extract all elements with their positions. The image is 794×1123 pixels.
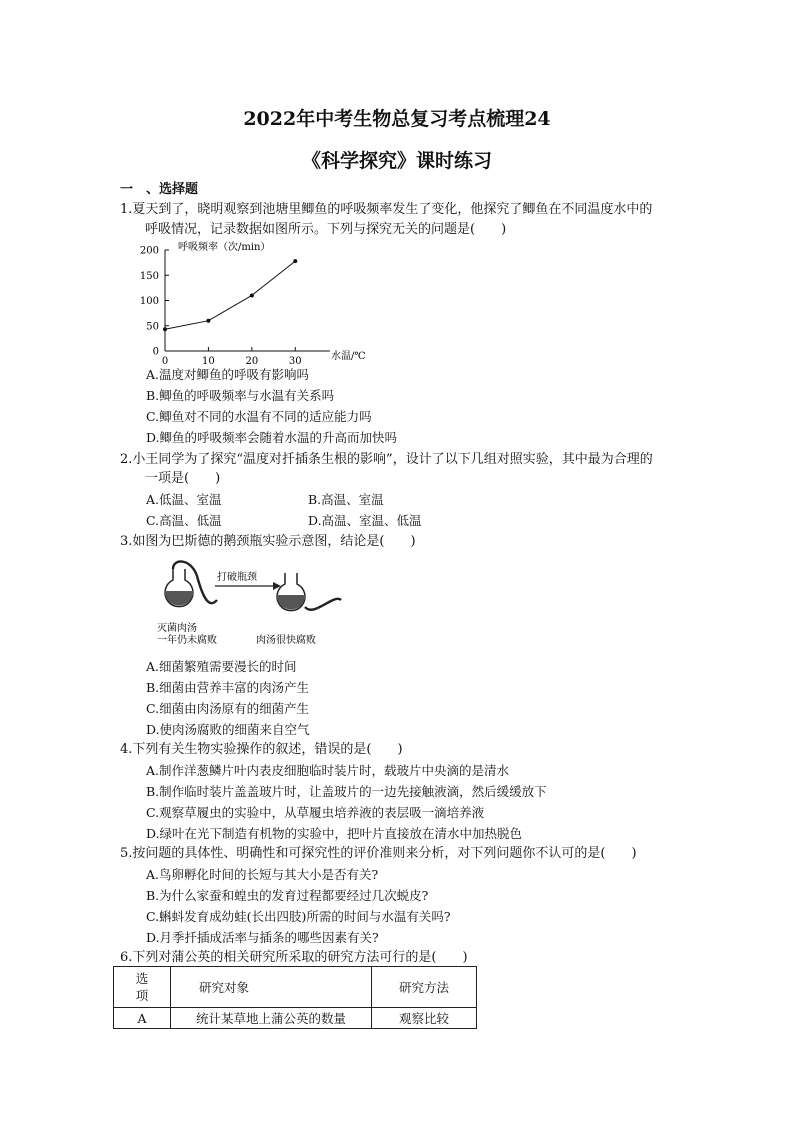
chart-ylabel: 呼吸频率（次/min）: [178, 242, 271, 253]
page-title: 2022年中考生物总复习考点梳理24: [243, 108, 551, 130]
question-stem-line: 一项是( ): [145, 471, 221, 486]
broken-neck: [305, 599, 341, 610]
arrow-label: 打破瓶颈: [217, 572, 257, 583]
chart-data-point: [206, 319, 210, 323]
option-c: C.蝌蚪发育成幼蛙(长出四肢)所需的时间与水温有关吗?: [146, 909, 451, 924]
option-d: D.使肉汤腐败的细菌来自空气: [146, 722, 310, 737]
option-b: B.鲫鱼的呼吸频率与水温有关系吗: [146, 388, 335, 403]
swan-neck-flask-figure: [155, 554, 360, 654]
row-object: 统计某草地上蒲公英的数量: [171, 1008, 372, 1029]
option-d: D.绿叶在光下制造有机物的实验中，把叶片直接放在清水中加热脱色: [146, 826, 523, 841]
option-c: C.观察草履虫的实验中，从草履虫培养液的表层吸一滴培养液: [146, 805, 485, 820]
row-option: A: [114, 1008, 171, 1029]
table-header-row: [114, 967, 477, 1008]
option-b: B.制作临时装片盖盖玻片时，让盖玻片的一边先接触液滴，然后缓缓放下: [146, 784, 547, 799]
chart-xtick-label: 10: [202, 356, 215, 367]
option-c: C.细菌由肉汤原有的细菌产生: [146, 701, 310, 716]
question-stem-line: 6.下列对蒲公英的相关研究所采取的研究方法可行的是( ): [120, 950, 468, 965]
chart-data-point: [293, 259, 297, 263]
option-a: A.制作洋葱鳞片叶内表皮细胞临时装片时，载玻片中央滴的是清水: [146, 763, 510, 778]
chart-xtick-label: 30: [288, 356, 302, 367]
section-heading: 一 、选择题: [120, 182, 199, 197]
option-b: B.为什么家蚕和蝗虫的发育过程都要经过几次蜕皮?: [146, 888, 429, 903]
respiration-chart: [140, 238, 380, 368]
option-b: B.高温、室温: [308, 492, 384, 507]
chart-ytick-label: 200: [140, 245, 159, 257]
chart-ytick-label: 150: [140, 270, 159, 282]
left-caption-line2: 一年仍未腐败: [157, 635, 217, 646]
chart-ytick-label: 100: [140, 296, 159, 307]
option-b: B.细菌由营养丰富的肉汤产生: [146, 680, 310, 695]
header-option-line2: 项: [135, 988, 149, 1003]
chart-ytick-label: 50: [146, 321, 159, 333]
table-row: [114, 1008, 477, 1029]
chart-data-point: [163, 327, 167, 331]
chart-xtick-label: 20: [245, 356, 259, 367]
option-d: D.月季扦插成活率与插条的哪些因素有关?: [146, 930, 379, 945]
header-option: [114, 967, 171, 1008]
page-subtitle: 《科学探究》课时练习: [301, 150, 492, 172]
question-stem-line: 5.按问题的具体性、明确性和可探究性的评价准则来分析，对下列问题你不认可的是( ): [120, 846, 637, 861]
flask-left: [165, 561, 218, 606]
chart-series-line: [165, 261, 295, 329]
flask-right: [277, 573, 342, 611]
option-a: A.低温、室温: [146, 492, 222, 507]
right-caption: 肉汤很快腐败: [256, 635, 316, 646]
research-method-table: [113, 966, 477, 1029]
option-a: A.细菌繁殖需要漫长的时间: [146, 659, 297, 674]
option-a: A.温度对鲫鱼的呼吸有影响吗: [146, 367, 310, 382]
left-caption-line1: 灭菌肉汤: [157, 623, 197, 634]
question-stem-line: 1.夏天到了，晓明观察到池塘里鲫鱼的呼吸频率发生了变化，他探究了鲫鱼在不同温度水中的: [120, 202, 653, 217]
header-method: 研究方法: [372, 967, 477, 1008]
chart-xtick-label: 0: [161, 356, 169, 367]
question-stem-line: 2.小王同学为了探究“温度对扦插条生根的影响”，设计了以下几组对照实验，其中最为合理的: [120, 452, 653, 467]
option-c: C.鲫鱼对不同的水温有不同的适应能力吗: [146, 409, 372, 424]
question-stem-line: 3.如图为巴斯德的鹅颈瓶实验示意图，结论是( ): [120, 534, 416, 549]
option-c: C.高温、低温: [146, 513, 222, 528]
chart-ytick-label: 0: [152, 346, 159, 358]
option-a: A.鸟卵孵化时间的长短与其大小是否有关?: [146, 867, 379, 882]
chart-xlabel: 水温/℃: [331, 351, 366, 362]
chart-data-point: [250, 293, 254, 297]
header-option-line1: 选: [135, 971, 149, 986]
option-d: D.高温、室温、低温: [308, 513, 422, 528]
question-stem-line: 呼吸情况，记录数据如图所示。下列与探究无关的问题是( ): [145, 222, 507, 237]
question-stem-line: 4.下列有关生物实验操作的叙述，错误的是( ): [120, 742, 403, 757]
header-object: 研究对象: [171, 967, 372, 1008]
option-d: D.鲫鱼的呼吸频率会随着水温的升高而加快吗: [146, 430, 398, 445]
row-method: 观察比较: [372, 1008, 477, 1029]
